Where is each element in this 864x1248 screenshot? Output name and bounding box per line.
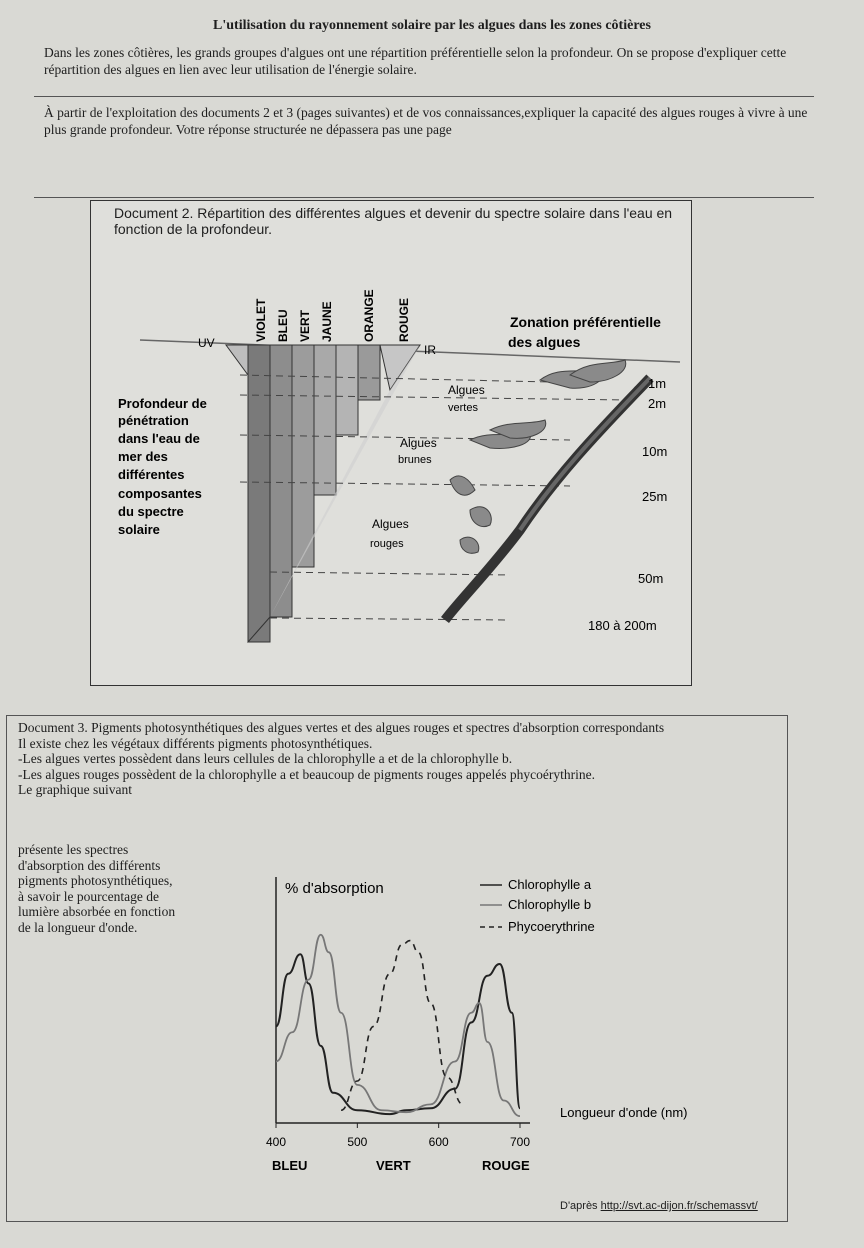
depth-diagram [90, 200, 690, 684]
svg-text:différentes: différentes [118, 467, 185, 482]
x-axis-label: Longueur d'onde (nm) [560, 1105, 688, 1120]
ir-wedge [380, 345, 420, 390]
source-credit: D'après http://svt.ac-dijon.fr/schemassvt/ [560, 1200, 758, 1212]
plot-area [276, 935, 520, 1116]
document-3-text [18, 720, 778, 798]
svg-text:180 à 200m: 180 à 200m [588, 618, 657, 633]
orange-bar [336, 345, 358, 435]
color-label-bleu: BLEU [272, 1158, 308, 1173]
series-line-chlorophylle-a [276, 954, 520, 1114]
orange-label: ORANGE [362, 289, 376, 342]
x-ticks [266, 1123, 530, 1149]
x-tick-label: 500 [347, 1135, 368, 1149]
ir-label: IR [424, 343, 436, 357]
legend-chlorophylle-b: Chlorophylle b [508, 897, 592, 912]
document-2-title: Document 2. Répartition des différentes algues et devenir du spectre solaire dans l'eau en fonction de la profondeur. [114, 205, 673, 237]
bleu-label: BLEU [276, 309, 290, 342]
zonation-label-line1: Zonation préférentielle [510, 314, 661, 330]
zonation-label-line2: des algues [508, 334, 581, 350]
x-tick-label: 400 [266, 1135, 287, 1149]
vert-label: VERT [298, 309, 312, 342]
source-link[interactable]: http://svt.ac-dijon.fr/schemassvt/ [600, 1200, 758, 1212]
svg-text:mer des: mer des [118, 449, 168, 464]
violet-bar [248, 345, 270, 642]
algae-brunes-line2: brunes [398, 454, 432, 466]
chart-description: présente les spectres d'absorption des différents pigments photosynthétiques, à savoir le pourcentage de lumière absorbée en fonction de la longueur d'onde. [18, 842, 176, 935]
page-title: L'utilisation du rayonnement solaire par les algues dans les zones côtières [213, 18, 651, 33]
document-3-title: Document 3. Pigments photosynthétiques des algues vertes et des algues rouges et spectres d'absorption correspondants [18, 720, 665, 735]
svg-text:pénétration: pénétration [118, 413, 189, 428]
x-tick-label: 700 [510, 1135, 531, 1149]
legend [480, 877, 595, 934]
svg-text:10m: 10m [642, 444, 668, 459]
document-3-line: -Les algues rouges possèdent de la chlorophylle a et beaucoup de pigments rouges appelés phycoérythrine. [18, 766, 595, 782]
bleu-bar [270, 345, 292, 617]
uv-label: UV [198, 336, 215, 350]
left-label [118, 396, 207, 537]
algae-rouges-line2: rouges [370, 538, 404, 550]
svg-text:1m: 1m [648, 376, 667, 391]
vert-bar [292, 345, 314, 567]
question-text: À partir de l'exploitation des documents 2 et 3 (pages suivantes) et de vos connaissances,expliquer la capacité des algues rouges à vivre à une plus grande profondeur. Votre réponse structurée ne dépassera pas une page [44, 105, 808, 137]
document-3-line: -Les algues vertes possèdent dans leurs cellules de la chlorophylle a et de la chlorophylle b. [18, 751, 513, 766]
y-axis-label: % d'absorption [285, 880, 384, 897]
rouge-bar [358, 345, 380, 400]
violet-label: VIOLET [254, 298, 268, 342]
color-label-rouge: ROUGE [482, 1158, 530, 1173]
jaune-bar [314, 345, 336, 495]
jaune-label: JAUNE [320, 301, 334, 342]
uv-wedge [226, 345, 248, 375]
depth-labels [588, 376, 667, 633]
color-label-vert: VERT [376, 1158, 411, 1173]
algae-rouges-line1: Algues [372, 517, 409, 531]
document-3-line: Le graphique suivant [18, 782, 132, 797]
intro-paragraph: Dans les zones côtières, les grands groupes d'algues ont une répartition préférentielle selon la profondeur. On se propose d'expliquer cette répartition des algues en lien avec leur utilisation de l'énergie solaire. [44, 45, 787, 77]
svg-text:du spectre: du spectre [118, 504, 184, 519]
algae-vertes-line2: vertes [448, 402, 478, 414]
series-line-chlorophylle-b [276, 935, 520, 1116]
seabed [445, 378, 650, 620]
svg-text:25m: 25m [642, 489, 668, 504]
x-tick-label: 600 [428, 1135, 449, 1149]
svg-text:Profondeur de: Profondeur de [118, 396, 207, 411]
svg-text:solaire: solaire [118, 522, 160, 537]
svg-text:dans l'eau de: dans l'eau de [118, 431, 200, 446]
document-3-line: Il existe chez les végétaux différents pigments photosynthétiques. [18, 735, 373, 751]
svg-text:composantes: composantes [118, 486, 202, 501]
svg-text:2m: 2m [648, 396, 667, 411]
svg-text:50m: 50m [638, 571, 664, 586]
absorption-chart [250, 865, 730, 1185]
algae-vertes-line1: Algues [448, 383, 485, 397]
legend-phycoerythrine: Phycoerythrine [508, 919, 595, 934]
legend-chlorophylle-a: Chlorophylle a [508, 877, 592, 892]
rouge-label: ROUGE [397, 297, 411, 342]
algae-brunes-line1: Algues [400, 436, 437, 450]
